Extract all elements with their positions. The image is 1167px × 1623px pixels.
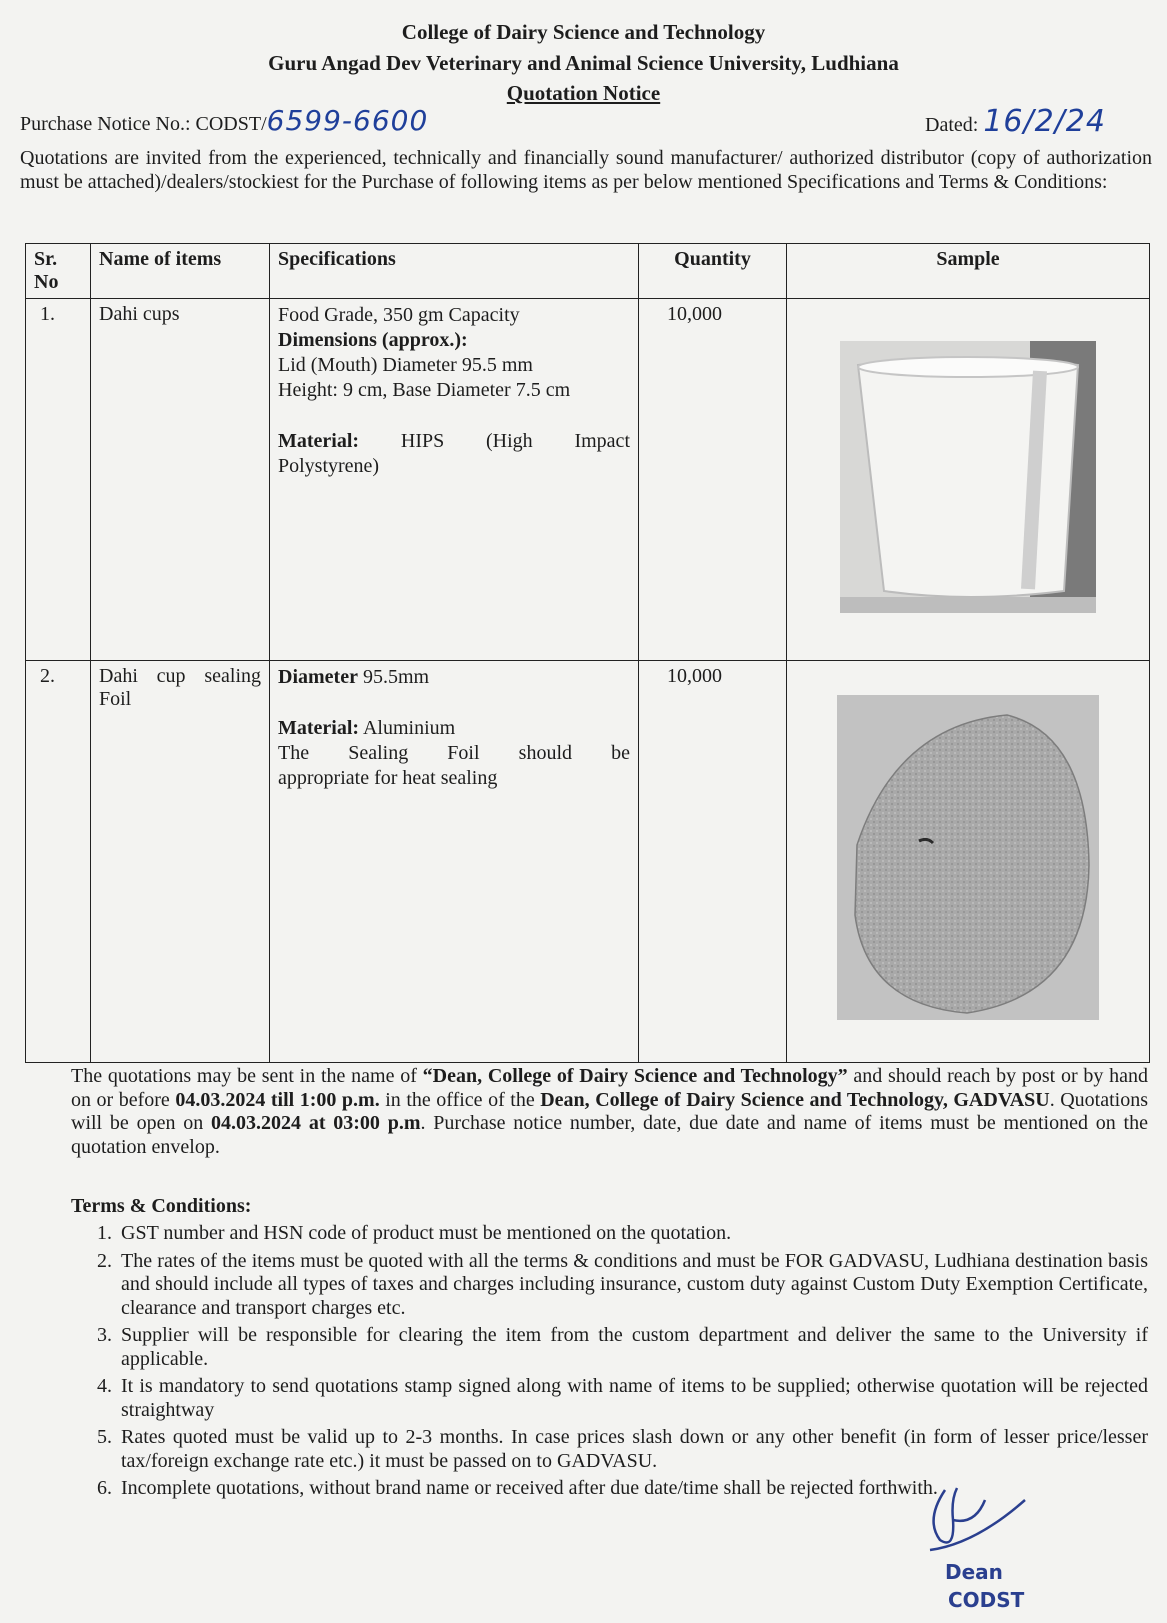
submission-opening-date: 04.03.2024 at 03:00 p.m xyxy=(211,1112,421,1134)
dated-line xyxy=(925,104,1106,139)
row2-spec-line2: The Sealing Foil should be xyxy=(278,742,630,764)
row1-material-value: HIPS (High Impact xyxy=(400,430,630,452)
row1-quantity: 10,000 xyxy=(639,299,787,661)
submission-text-4: . Quotations will be open on xyxy=(71,1088,1149,1134)
row1-sr: 1. xyxy=(26,299,91,661)
row2-sample xyxy=(787,661,1150,1063)
row1-specifications xyxy=(270,299,639,661)
submission-office: Dean, College of Dairy Science and Technology, GADVASU xyxy=(540,1088,1050,1111)
purchase-notice-number: 6599-6600 xyxy=(266,104,429,137)
purchase-notice-label: Purchase Notice No.: CODST/ xyxy=(20,113,267,135)
term-item: 5. Rates quoted must be valid up to 2-3 months. In case prices slash down or any other benefit (in form of lesser price/lesser tax/foreign exchange rate etc.) it must be passed on to GADVASU. xyxy=(117,1426,1148,1473)
notice-title: Quotation Notice xyxy=(506,81,661,105)
term-item: 2. The rates of the items must be quoted with all the terms & conditions and must be FOR GADVASU, Ludhiana destination basis and should include all types of taxes and charges including insurance, custom duty against Custom Duty Exemption Certificate, clearance and transport charges etc. xyxy=(117,1250,1148,1321)
row1-spec-line2: Lid (Mouth) Diameter 95.5 mm xyxy=(278,354,533,376)
header-specifications: Specifications xyxy=(270,244,639,299)
row1-spec-dimensions-label: Dimensions (approx.): xyxy=(278,329,468,351)
university-name: Guru Angad Dev Veterinary and Animal Science University, Ludhiana xyxy=(268,51,899,75)
dahi-cup-image xyxy=(840,341,1096,613)
terms-title: Terms & Conditions: xyxy=(71,1195,252,1217)
row1-spec-line3: Height: 9 cm, Base Diameter 7.5 cm xyxy=(278,379,571,401)
items-table xyxy=(25,243,1150,1063)
row1-spec-material-cont: Polystyrene) xyxy=(278,455,380,477)
signature-title: Dean xyxy=(945,1560,1003,1584)
header-sr-no: Sr. No xyxy=(26,244,91,299)
header-name-of-items: Name of items xyxy=(91,244,270,299)
submission-text-2: and should reach by post or by hand on or before xyxy=(71,1065,1149,1111)
dated-label: Dated: xyxy=(925,114,979,136)
row2-material-label: Material: xyxy=(278,717,360,739)
header-quantity: Quantity xyxy=(639,244,787,299)
row2-specifications xyxy=(270,661,639,1063)
submission-due-date: 04.03.2024 till 1:00 p.m. xyxy=(175,1088,380,1111)
row2-material-value: Aluminium xyxy=(359,717,456,739)
sealing-foil-image xyxy=(837,695,1099,1020)
submission-text-1: The quotations may be sent in the name of xyxy=(71,1065,423,1087)
signature-office: CODST xyxy=(948,1588,1025,1612)
row2-spec-diameter xyxy=(278,665,630,690)
row1-sample xyxy=(787,299,1150,661)
row1-spec-material xyxy=(278,429,630,454)
college-name: College of Dairy Science and Technology xyxy=(401,20,766,44)
submission-text-3: in the office of the xyxy=(379,1088,541,1111)
table-row xyxy=(26,299,1150,661)
header-sample: Sample xyxy=(787,244,1150,299)
dated-value: 16/2/24 xyxy=(983,104,1106,139)
row2-diameter-label: Diameter xyxy=(278,666,358,688)
cup-illustration xyxy=(840,341,1096,613)
row2-name: Dahi cup sealing Foil xyxy=(91,661,270,1063)
row2-quantity: 10,000 xyxy=(639,661,787,1063)
row2-spec-line3: appropriate for heat sealing xyxy=(278,767,498,789)
submission-text-5: . Purchase notice number, date, due date and name of items must be mentioned on the quotation envelop. xyxy=(71,1112,1148,1158)
terms-list xyxy=(71,1222,1148,1505)
row2-spec-material xyxy=(278,716,630,741)
row2-diameter-value: 95.5mm xyxy=(357,666,430,688)
intro-paragraph: Quotations are invited from the experienced, technically and financially sound manufacturer/ authorized distributor (copy of authorization must be attached)/dealers/stockiest for the Purchase of following items as per below mentioned Specifications and Terms & Conditions: xyxy=(20,147,1152,193)
submission-paragraph xyxy=(71,1065,1148,1159)
term-item: 6. Incomplete quotations, without brand name or received after due date/time shall be rejected forthwith. xyxy=(117,1477,1148,1501)
table-row xyxy=(26,661,1150,1063)
row1-material-label: Material: xyxy=(278,430,360,452)
submission-addressee: “Dean, College of Dairy Science and Technology” xyxy=(422,1065,848,1087)
foil-illustration xyxy=(837,695,1099,1020)
purchase-notice-line xyxy=(20,104,428,137)
term-item: 4. It is mandatory to send quotations stamp signed along with name of items to be supplied; otherwise quotation will be rejected straightway xyxy=(117,1375,1148,1422)
table-header-row xyxy=(26,244,1150,299)
row1-name: Dahi cups xyxy=(91,299,270,661)
row1-spec-line1: Food Grade, 350 gm Capacity xyxy=(278,304,520,326)
term-item: 3. Supplier will be responsible for clearing the item from the custom department and deliver the same to the University if applicable. xyxy=(117,1324,1148,1371)
term-item: 1. GST number and HSN code of product must be mentioned on the quotation. xyxy=(117,1222,1148,1246)
row2-sr: 2. xyxy=(26,661,91,1063)
